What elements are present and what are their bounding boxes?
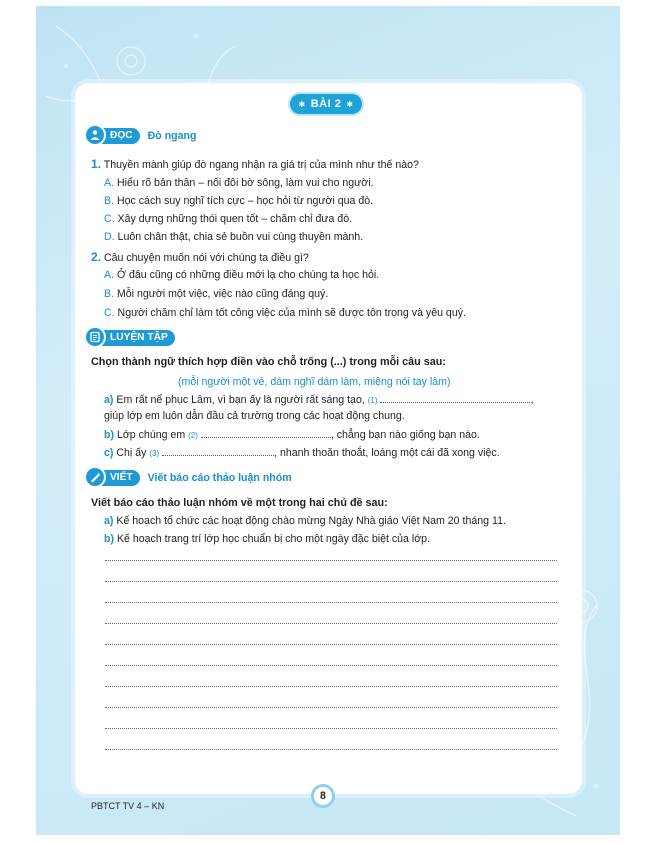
writing-instruction: Viết báo cáo thảo luận nhóm về một trong hai chủ đề sau: [91, 497, 388, 509]
practice-heading [92, 330, 175, 346]
writing-tag [92, 470, 140, 486]
blank-line[interactable] [201, 429, 331, 438]
writing-line[interactable] [105, 644, 557, 645]
writing-topic-a: a) Kế hoạch tổ chức các hoạt động chào mừng Ngày Nhà giáo Việt Nam 20 tháng 11. [104, 515, 506, 527]
lesson-title: BÀI 2 [310, 98, 342, 110]
exercise-item-c: c) Chị ấy (3) , nhanh thoăn thoắt, loáng một cái đã xong việc. [104, 447, 500, 459]
star-icon: ✱ [298, 99, 306, 109]
question-text: Thuyền mành giúp đò ngang nhận ra giá trị của mình như thế nào? [103, 159, 419, 171]
reading-tag [92, 128, 140, 144]
answer-option[interactable]: C. Người chăm chỉ làm tốt công việc của mình sẽ được tôn trọng và yêu quý. [104, 307, 466, 319]
page-number: 8 [311, 784, 335, 808]
blank-line[interactable] [380, 394, 530, 403]
writing-title: Viết báo cáo thảo luận nhóm [147, 472, 292, 484]
writing-line[interactable] [105, 749, 557, 750]
writing-hand-icon [84, 466, 106, 488]
reading-tag-label: ĐỌC [110, 130, 133, 141]
question-text: Câu chuyện muốn nói với chúng ta điều gì? [103, 252, 309, 264]
star-icon: ✱ [346, 99, 354, 109]
reading-title: Đò ngang [147, 130, 197, 142]
exercise-item-b: b) Lớp chúng em (2) , chẳng bạn nào giống bạn nào. [104, 429, 480, 441]
exercise-item-a: a) Em rất nể phục Lâm, vì bạn ấy là người rất sáng tạo, (1) , [104, 394, 534, 406]
writing-line[interactable] [105, 665, 557, 666]
question-2 [91, 250, 309, 264]
book-code: PBTCT TV 4 – KN [91, 801, 165, 811]
answer-option[interactable]: C. Xây dựng những thói quen tốt – chăm chỉ đưa đò. [104, 213, 353, 225]
writing-heading [92, 470, 292, 486]
answer-option[interactable]: A. Ở đâu cũng có những điều mới lạ cho chúng ta học hỏi. [104, 269, 380, 281]
answer-option[interactable]: A. Hiểu rõ bản thân – nối đôi bờ sông, làm vui cho người. [104, 177, 374, 189]
practice-instruction: Chọn thành ngữ thích hợp điền vào chỗ trống (...) trong mỗi câu sau: [91, 356, 446, 368]
lesson-title-badge [290, 94, 362, 114]
answer-option[interactable]: B. Học cách suy nghĩ tích cực – học hỏi từ người qua đò. [104, 195, 374, 207]
writing-line[interactable] [105, 686, 557, 687]
exercise-item-a-continued: giúp lớp em luôn dẫn đầu cả trường trong các hoạt động chung. [104, 410, 405, 422]
writing-line[interactable] [105, 581, 557, 582]
writing-line[interactable] [105, 623, 557, 624]
writing-line[interactable] [105, 728, 557, 729]
question-1 [91, 157, 419, 171]
question-number: 1. [91, 157, 102, 171]
answer-option[interactable]: D. Luôn chân thật, chia sẻ buồn vui cùng thuyền mành. [104, 231, 364, 243]
reader-icon [84, 124, 106, 146]
writing-line[interactable] [105, 707, 557, 708]
question-number: 2. [91, 250, 102, 264]
writing-line[interactable] [105, 560, 557, 561]
writing-topic-b: b) Kế hoạch trang trí lớp học chuẩn bị cho một ngày đặc biệt của lớp. [104, 533, 431, 545]
practice-tag-label: LUYỆN TẬP [110, 332, 168, 343]
answer-option[interactable]: B. Mỗi người một việc, việc nào cũng đáng quý. [104, 288, 329, 300]
reading-heading [92, 128, 196, 144]
writing-line[interactable] [105, 602, 557, 603]
idiom-choices: (mỗi người một vẻ, dám nghĩ dám làm, miệng nói tay làm) [178, 376, 451, 388]
notebook-icon [84, 326, 106, 348]
practice-tag [92, 330, 175, 346]
writing-tag-label: VIẾT [110, 472, 133, 483]
blank-line[interactable] [162, 447, 274, 456]
